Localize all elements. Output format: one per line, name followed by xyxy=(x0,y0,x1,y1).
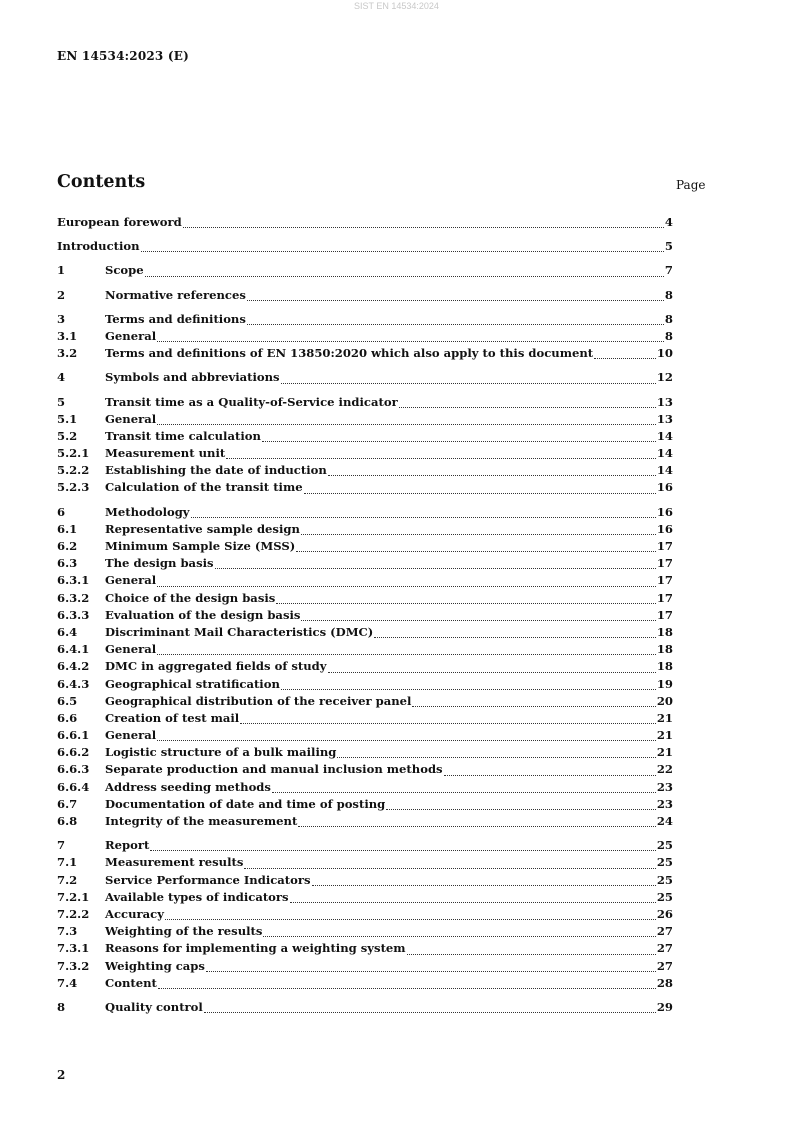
toc-entry-number: 3.1 xyxy=(57,328,78,343)
toc-group xyxy=(57,288,673,305)
toc-entry-page: 22 xyxy=(656,762,673,777)
toc-entry[interactable] xyxy=(57,838,673,855)
toc-entry-title: The design basis xyxy=(105,556,214,571)
document-id: EN 14534:2023 (E) xyxy=(57,49,189,63)
toc-entry-number: 7.1 xyxy=(57,855,78,870)
toc-entry-title: Discriminant Mail Characteristics (DMC) xyxy=(105,624,374,639)
toc-entry-page: 13 xyxy=(656,394,673,409)
toc-entry-title: General xyxy=(105,573,157,588)
toc-entry-number: 7.2.1 xyxy=(57,889,90,904)
toc-entry-page: 26 xyxy=(656,906,673,921)
toc-entry[interactable] xyxy=(57,539,673,556)
toc-entry-page: 16 xyxy=(656,504,673,519)
toc-entry[interactable] xyxy=(57,694,673,711)
toc-entry[interactable] xyxy=(57,976,673,993)
toc-entry-title: DMC in aggregated fields of study xyxy=(105,659,327,674)
toc-dot-leader xyxy=(247,323,664,325)
toc-entry-number: 6.4.1 xyxy=(57,642,90,657)
toc-entry-title: Quality control xyxy=(105,999,203,1014)
toc-entry-number: 7.2.2 xyxy=(57,906,90,921)
toc-dot-leader xyxy=(157,585,656,587)
toc-entry-title: Report xyxy=(105,838,150,853)
toc-entry-title: Reasons for implementing a weighting system xyxy=(105,941,406,956)
toc-entry-number: 7.2 xyxy=(57,872,78,887)
toc-group xyxy=(57,263,673,280)
toc-entry[interactable] xyxy=(57,370,673,387)
toc-entry[interactable] xyxy=(57,890,673,907)
toc-entry-number: 2 xyxy=(57,287,66,302)
toc-dot-leader xyxy=(165,918,656,920)
toc-entry[interactable] xyxy=(57,480,673,497)
toc-entry-title: Representative sample design xyxy=(105,521,300,536)
toc-entry-page: 23 xyxy=(656,796,673,811)
toc-entry-number: 3 xyxy=(57,311,66,326)
toc-entry[interactable] xyxy=(57,907,673,924)
toc-entry-title: Scope xyxy=(105,263,144,278)
toc-entry-title: Transit time calculation xyxy=(105,428,261,443)
toc-entry-title: Weighting caps xyxy=(105,958,205,973)
toc-entry-page: 17 xyxy=(656,573,673,588)
toc-entry-page: 17 xyxy=(656,539,673,553)
toc-entry-page: 14 xyxy=(656,446,673,461)
toc-entry-title: Establishing the date of induction xyxy=(105,463,327,478)
toc-entry[interactable] xyxy=(57,329,673,346)
toc-entry-title: Symbols and abbreviations xyxy=(105,370,280,385)
toc-entry-title: Normative references xyxy=(105,287,246,302)
toc-entry-page: 5 xyxy=(664,239,673,254)
toc-entry-page: 13 xyxy=(656,411,673,426)
toc-dot-leader xyxy=(444,774,656,776)
toc-entry[interactable] xyxy=(57,608,673,625)
toc-group xyxy=(57,215,673,232)
toc-entry-title: Minimum Sample Size (MSS) xyxy=(105,539,296,553)
toc-entry-title: Terms and definitions of EN 13850:2020 which also apply to this document xyxy=(105,346,594,361)
toc-entry-page: 18 xyxy=(656,659,673,674)
page-column-label: Page xyxy=(676,178,706,192)
toc-entry-title: Integrity of the measurement xyxy=(105,814,298,828)
toc-entry-number: 6.3.3 xyxy=(57,607,90,622)
toc-entry[interactable] xyxy=(57,505,673,522)
toc-entry-page: 14 xyxy=(656,463,673,478)
toc-entry-number: 5.2.2 xyxy=(57,463,90,478)
toc-entry-page: 18 xyxy=(656,624,673,639)
toc-group xyxy=(57,370,673,387)
toc-entry-title: European foreword xyxy=(57,215,182,229)
toc-entry[interactable] xyxy=(57,924,673,941)
toc-dot-leader xyxy=(594,357,656,359)
toc-entry[interactable] xyxy=(57,745,673,762)
toc-entry[interactable] xyxy=(57,941,673,958)
toc-entry-title: Available types of indicators xyxy=(105,889,289,904)
toc-entry-title: Address seeding methods xyxy=(105,779,271,794)
toc-entry-title: Evaluation of the design basis xyxy=(105,607,301,622)
toc-entry-number: 5.2.1 xyxy=(57,446,90,461)
toc-entry-title: Documentation of date and time of posting xyxy=(105,796,386,811)
toc-entry-number: 8 xyxy=(57,999,66,1014)
toc-entry-page: 17 xyxy=(656,607,673,622)
toc-entry-title: General xyxy=(105,642,157,657)
toc-entry-page: 7 xyxy=(664,263,673,278)
toc-entry-page: 27 xyxy=(656,958,673,973)
toc-entry-title: General xyxy=(105,728,157,743)
toc-entry-number: 7 xyxy=(57,838,66,853)
toc-entry-title: Terms and definitions xyxy=(105,311,246,326)
toc-dot-leader xyxy=(191,516,656,518)
toc-entry-title: Accuracy xyxy=(105,906,164,921)
toc-entry-number: 5 xyxy=(57,394,66,409)
toc-dot-leader xyxy=(157,653,656,655)
toc-group xyxy=(57,239,673,256)
toc-entry[interactable] xyxy=(57,446,673,463)
toc-dot-leader xyxy=(407,953,656,955)
toc-entry[interactable] xyxy=(57,1000,673,1017)
toc-dot-leader xyxy=(301,619,655,621)
toc-entry[interactable] xyxy=(57,522,673,539)
toc-entry-number: 6.6.4 xyxy=(57,779,90,794)
toc-entry-title: Measurement unit xyxy=(105,446,226,461)
toc-entry-title: General xyxy=(105,411,157,426)
toc-entry-number: 6.6.1 xyxy=(57,728,90,743)
toc-entry[interactable] xyxy=(57,780,673,797)
toc-dot-leader xyxy=(328,474,656,476)
toc-entry-number: 6.4.3 xyxy=(57,676,90,691)
toc-dot-leader xyxy=(215,567,656,569)
toc-entry-page: 17 xyxy=(656,590,673,605)
toc-entry-number: 6 xyxy=(57,504,66,519)
toc-dot-leader xyxy=(281,688,656,690)
page-number: 2 xyxy=(57,1068,66,1082)
toc-entry[interactable] xyxy=(57,312,673,329)
toc-entry[interactable] xyxy=(57,591,673,608)
toc-entry-number: 7.3 xyxy=(57,924,78,939)
toc-entry[interactable] xyxy=(57,429,673,446)
toc-entry-number: 6.7 xyxy=(57,796,78,811)
toc-entry[interactable] xyxy=(57,814,673,831)
toc-dot-leader xyxy=(247,299,664,301)
toc-entry-page: 25 xyxy=(656,838,673,853)
toc-entry-page: 27 xyxy=(656,941,673,956)
toc-entry-number: 7.3.1 xyxy=(57,941,90,956)
toc-entry-number: 6.6.3 xyxy=(57,762,90,777)
toc-group xyxy=(57,838,673,993)
toc-entry-title: Geographical distribution of the receiver panel xyxy=(105,693,412,708)
toc-entry-number: 4 xyxy=(57,370,66,385)
toc-entry[interactable] xyxy=(57,412,673,429)
toc-dot-leader xyxy=(244,867,656,869)
toc-dot-leader xyxy=(150,849,656,851)
toc-dot-leader xyxy=(206,970,656,972)
toc-entry-number: 5.2 xyxy=(57,428,78,443)
toc-dot-leader xyxy=(226,457,656,459)
toc-entry[interactable] xyxy=(57,625,673,642)
toc-entry[interactable] xyxy=(57,711,673,728)
toc-entry-title: Separate production and manual inclusion methods xyxy=(105,762,443,777)
toc-entry-number: 6.3.1 xyxy=(57,573,90,588)
toc-dot-leader xyxy=(263,935,655,937)
toc-entry-number: 1 xyxy=(57,263,66,278)
toc-dot-leader xyxy=(374,636,656,638)
toc-entry[interactable] xyxy=(57,215,673,232)
toc-dot-leader xyxy=(301,533,656,535)
toc-dot-leader xyxy=(296,550,656,552)
toc-entry[interactable] xyxy=(57,239,673,256)
toc-entry-page: 19 xyxy=(656,676,673,691)
toc-entry-number: 6.4.2 xyxy=(57,659,90,674)
toc-entry[interactable] xyxy=(57,659,673,676)
toc-entry[interactable] xyxy=(57,959,673,976)
toc-entry-number: 7.4 xyxy=(57,975,78,990)
toc-entry-page: 21 xyxy=(656,710,673,725)
toc-entry-page: 17 xyxy=(656,556,673,571)
toc-entry-page: 21 xyxy=(656,728,673,743)
toc-entry-number: 6.4 xyxy=(57,624,78,639)
toc-dot-leader xyxy=(337,756,655,758)
toc-entry[interactable] xyxy=(57,288,673,305)
table-of-contents xyxy=(57,215,673,1024)
toc-entry[interactable] xyxy=(57,573,673,590)
toc-dot-leader xyxy=(276,602,656,604)
toc-entry[interactable] xyxy=(57,395,673,412)
toc-dot-leader xyxy=(240,722,656,724)
toc-entry[interactable] xyxy=(57,346,673,363)
toc-entry-page: 8 xyxy=(664,328,673,343)
toc-entry-page: 25 xyxy=(656,872,673,887)
toc-entry-page: 21 xyxy=(656,745,673,760)
toc-entry[interactable] xyxy=(57,728,673,745)
toc-entry-number: 6.6.2 xyxy=(57,745,90,760)
toc-entry-page: 18 xyxy=(656,642,673,657)
toc-entry-page: 10 xyxy=(656,346,673,361)
toc-entry-page: 24 xyxy=(656,814,673,828)
toc-entry-title: Creation of test mail xyxy=(105,710,240,725)
contents-title: Contents xyxy=(57,172,146,192)
toc-entry-title: Measurement results xyxy=(105,855,244,870)
toc-dot-leader xyxy=(290,901,656,903)
toc-entry-page: 27 xyxy=(656,924,673,939)
toc-entry-page: 23 xyxy=(656,779,673,794)
toc-entry-page: 8 xyxy=(664,287,673,302)
toc-entry-title: Service Performance Indicators xyxy=(105,872,311,887)
toc-entry-title: Transit time as a Quality-of-Service indicator xyxy=(105,394,398,409)
toc-dot-leader xyxy=(412,705,655,707)
toc-dot-leader xyxy=(281,382,656,384)
toc-entry-title: Introduction xyxy=(57,239,140,254)
toc-entry-page: 16 xyxy=(656,521,673,536)
toc-entry-page: 25 xyxy=(656,889,673,904)
toc-entry[interactable] xyxy=(57,677,673,694)
toc-entry-number: 7.3.2 xyxy=(57,958,90,973)
toc-entry[interactable] xyxy=(57,642,673,659)
toc-entry-title: Weighting of the results xyxy=(105,924,263,939)
toc-entry-title: General xyxy=(105,328,157,343)
toc-entry[interactable] xyxy=(57,855,673,872)
toc-entry-title: Methodology xyxy=(105,504,190,519)
toc-entry-number: 6.6 xyxy=(57,710,78,725)
toc-entry-number: 5.2.3 xyxy=(57,480,90,495)
watermark: SIST EN 14534:2024 xyxy=(354,1,439,11)
toc-entry-number: 6.5 xyxy=(57,693,78,708)
toc-entry-page: 8 xyxy=(664,311,673,326)
toc-entry-page: 20 xyxy=(656,693,673,708)
toc-entry-number: 5.1 xyxy=(57,411,78,426)
toc-dot-leader xyxy=(183,226,664,228)
toc-entry-title: Logistic structure of a bulk mailing xyxy=(105,745,337,760)
toc-dot-leader xyxy=(298,825,656,827)
toc-dot-leader xyxy=(145,275,664,277)
toc-group xyxy=(57,312,673,364)
toc-group xyxy=(57,395,673,498)
toc-entry-title: Calculation of the transit time xyxy=(105,480,303,495)
toc-entry-title: Choice of the design basis xyxy=(105,590,276,605)
toc-entry-number: 6.3 xyxy=(57,556,78,571)
toc-dot-leader xyxy=(328,671,656,673)
toc-group xyxy=(57,505,673,832)
toc-entry-page: 29 xyxy=(656,999,673,1014)
toc-dot-leader xyxy=(399,406,656,408)
toc-dot-leader xyxy=(141,250,664,252)
toc-entry-page: 4 xyxy=(664,215,673,229)
toc-entry[interactable] xyxy=(57,873,673,890)
toc-entry[interactable] xyxy=(57,797,673,814)
toc-entry-page: 16 xyxy=(656,480,673,495)
toc-dot-leader xyxy=(157,340,664,342)
toc-dot-leader xyxy=(158,987,656,989)
toc-entry-page: 12 xyxy=(656,370,673,385)
toc-entry-number: 6.1 xyxy=(57,521,78,536)
toc-entry-page: 14 xyxy=(656,428,673,443)
toc-entry[interactable] xyxy=(57,463,673,480)
toc-entry-number: 3.2 xyxy=(57,346,78,361)
toc-entry-title: Content xyxy=(105,975,157,990)
toc-entry-number: 6.8 xyxy=(57,814,78,828)
toc-dot-leader xyxy=(157,423,656,425)
toc-entry-title: Geographical stratification xyxy=(105,676,280,691)
toc-entry-page: 25 xyxy=(656,855,673,870)
toc-entry[interactable] xyxy=(57,762,673,779)
toc-dot-leader xyxy=(386,808,656,810)
toc-dot-leader xyxy=(312,884,656,886)
toc-entry[interactable] xyxy=(57,556,673,573)
toc-dot-leader xyxy=(204,1011,656,1013)
toc-entry-page: 28 xyxy=(656,975,673,990)
toc-dot-leader xyxy=(272,791,656,793)
toc-entry-number: 6.3.2 xyxy=(57,590,90,605)
toc-dot-leader xyxy=(304,492,656,494)
toc-entry-number: 6.2 xyxy=(57,539,78,553)
toc-group xyxy=(57,1000,673,1017)
toc-dot-leader xyxy=(262,440,656,442)
toc-entry[interactable] xyxy=(57,263,673,280)
toc-dot-leader xyxy=(157,739,656,741)
